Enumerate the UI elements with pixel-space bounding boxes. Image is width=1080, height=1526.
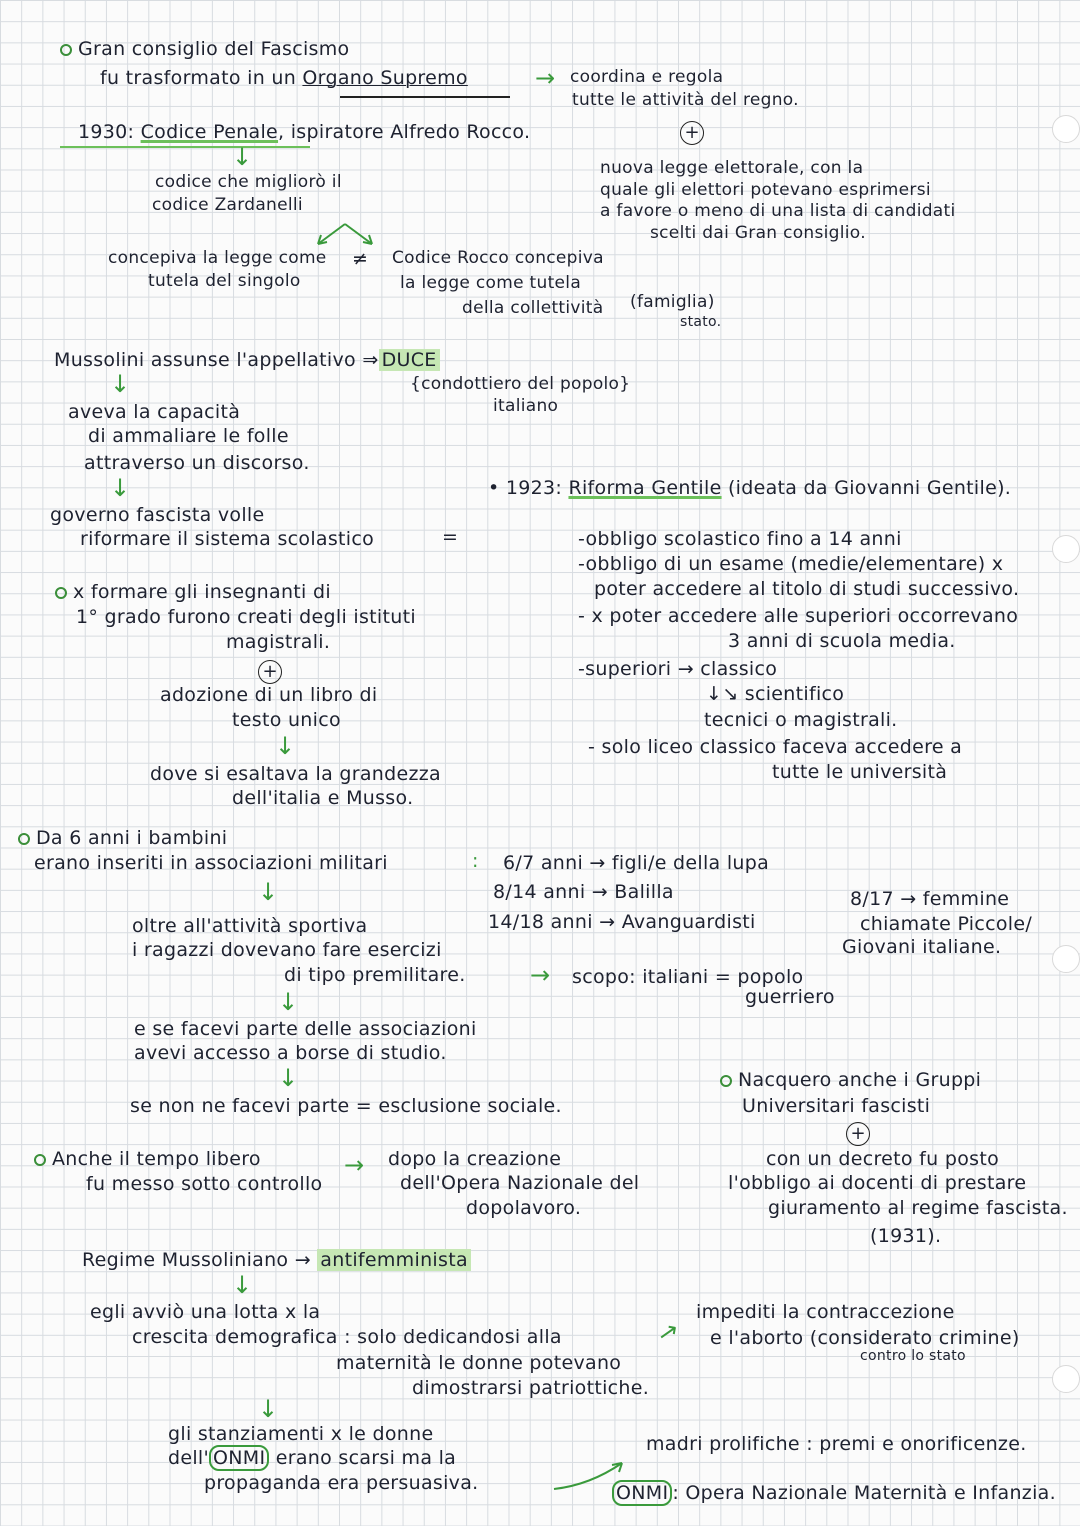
stanziamenti-3: propaganda era persuasiva. (204, 1472, 479, 1494)
esclusione: se non ne facevi parte = esclusione sociale. (130, 1095, 562, 1117)
insegnanti-2: 1° grado furono creati degli istituti (76, 606, 416, 628)
governo-2: riformare il sistema scolastico (80, 528, 375, 550)
attivita-text: tutte le attività del regno. (572, 90, 799, 110)
riforma-point-2a: -obbligo di un esame (medie/elementare) x (578, 553, 1004, 575)
underline-divider (340, 96, 510, 98)
punch-hole (1052, 535, 1080, 563)
age-group-1: 6/7 anni → figli/e della lupa (503, 852, 770, 874)
rocco-2: la legge come tutela (400, 273, 582, 293)
femmine-3: Giovani italiane. (842, 936, 1002, 958)
crescita-1: egli avviò una lotta x la (90, 1301, 321, 1323)
famiglia-text: (famiglia) (630, 292, 715, 312)
organo-supremo: Organo Supremo (302, 67, 468, 89)
riforma-point-1: -obbligo scolastico fino a 14 anni (578, 528, 902, 550)
decreto-1: con un decreto fu posto (766, 1148, 999, 1170)
arrow-right-icon: → (530, 961, 551, 989)
age-group-3: 14/18 anni → Avanguardisti (488, 911, 756, 933)
equals-sign: = (442, 526, 459, 548)
bullet-circle-icon (60, 44, 72, 56)
arrow-down-icon: ↓ (258, 878, 279, 906)
borse-2: avevi accesso a borse di studio. (134, 1042, 447, 1064)
riforma-point-3a: - x poter accedere alle superiori occorrevano (578, 605, 1019, 627)
legge-elettorale-3: a favore o meno di una lista di candidati (600, 201, 956, 221)
arrow-down-icon: ↓ (110, 474, 131, 502)
plus-icon: + (258, 660, 282, 684)
punch-hole (1052, 115, 1080, 143)
codice-penale-line: 1930: Codice Penale, ispiratore Alfredo Rocco. (78, 121, 531, 143)
codice-migliore-1: codice che migliorò il (155, 172, 342, 192)
bambini-2: erano inseriti in associazioni militari (34, 852, 388, 874)
bambini-1: Da 6 anni i bambini (18, 826, 227, 850)
insegnanti-3: magistrali. (226, 631, 331, 653)
arrow-right-icon: → (344, 1151, 365, 1179)
gruppi-univ-1: Nacquero anche i Gruppi (720, 1068, 981, 1092)
libro-1: adozione di un libro di (160, 684, 378, 706)
decreto-year: (1931). (870, 1225, 942, 1247)
riforma-point-5b: tutte le università (772, 761, 948, 783)
femmine-1: 8/17 → femmine (850, 888, 1010, 910)
branch-arrows-icon (310, 220, 380, 250)
not-equal-icon: ≠ (352, 248, 369, 270)
decreto-3: giuramento al regime fascista. (768, 1197, 1068, 1219)
arrow-down-icon: ↓ (275, 732, 296, 760)
borse-1: e se facevi parte delle associazioni (134, 1018, 477, 1040)
impediti-4: contro lo stato (860, 1348, 966, 1364)
plus-icon: + (846, 1122, 870, 1146)
concepiva-1: concepiva la legge come (108, 248, 327, 268)
tempo-libero-2: fu messo sotto controllo (86, 1173, 323, 1195)
punch-hole (1052, 945, 1080, 973)
esalta-2: dell'italia e Musso. (232, 787, 414, 809)
scopo-2: guerriero (745, 986, 835, 1008)
punch-hole (1052, 1365, 1080, 1393)
dopolavoro-1: dopo la creazione (388, 1148, 562, 1170)
sport-1: oltre all'attività sportiva (132, 915, 368, 937)
crescita-2: crescita demografica : solo dedicandosi alla (132, 1326, 562, 1348)
crescita-3: maternità le donne potevano (336, 1352, 622, 1374)
governo-1: governo fascista volle (50, 504, 265, 526)
riforma-point-3b: 3 anni di scuola media. (728, 630, 956, 652)
arrow-down-icon: ↓ (258, 1395, 279, 1423)
bullet-circle-icon (720, 1075, 732, 1087)
arrow-down-icon: ↓ (232, 1271, 253, 1299)
coordina-text: coordina e regola (570, 67, 724, 87)
capacita-1: aveva la capacità (68, 401, 241, 423)
rocco-1: Codice Rocco concepiva (392, 248, 604, 268)
arrow-up-right-icon: → (651, 1314, 685, 1350)
capacita-3: attraverso un discorso. (84, 452, 310, 474)
concepiva-2: tutela del singolo (148, 271, 301, 291)
plus-icon: + (680, 121, 704, 145)
madri-prolifiche: madri prolifiche : premi e onorificenze. (646, 1433, 1027, 1455)
crescita-4: dimostrarsi patriottiche. (412, 1377, 650, 1399)
riforma-point-4b: ↓↘ scientifico (706, 683, 845, 705)
impediti-2: e l'aborto (considerato crimine) (710, 1327, 1020, 1349)
dopolavoro-3: dopolavoro. (466, 1197, 582, 1219)
capacita-2: di ammaliare le folle (88, 425, 289, 447)
green-underline (60, 146, 310, 148)
stato-text: stato. (680, 314, 722, 330)
riforma-gentile-heading: • 1923: Riforma Gentile (ideata da Giovanni Gentile). (488, 477, 1012, 499)
riforma-point-4c: tecnici o magistrali. (704, 709, 898, 731)
age-group-2: 8/14 anni → Balilla (493, 881, 674, 903)
arrow-down-icon: ↓ (278, 1064, 299, 1092)
mussolini-line: Mussolini assunse l'appellativo ⇒ DUCE (54, 348, 440, 372)
impediti-1: impediti la contraccezione (696, 1301, 955, 1323)
femmine-2: chiamate Piccole/ (860, 913, 1033, 935)
libro-2: testo unico (232, 709, 341, 731)
insegnanti-1: x formare gli insegnanti di (55, 580, 331, 604)
sport-2: i ragazzi dovevano fare esercizi (132, 939, 442, 961)
bullet-circle-icon (34, 1154, 46, 1166)
gran-consiglio-subline: fu trasformato in un Organo Supremo (100, 67, 468, 89)
gruppi-univ-2: Universitari fascisti (742, 1095, 931, 1117)
legge-elettorale-4: scelti dai Gran consiglio. (650, 223, 866, 243)
arrow-down-icon: ↓ (278, 988, 299, 1016)
tempo-libero-1: Anche il tempo libero (34, 1147, 261, 1171)
riforma-point-2b: poter accedere al titolo di studi successivo. (594, 578, 1020, 600)
bullet-circle-icon (18, 833, 30, 845)
scopo-1: scopo: italiani = popolo (572, 966, 804, 988)
bullet-circle-icon (55, 587, 67, 599)
legge-elettorale-2: quale gli elettori potevano esprimersi (600, 180, 931, 200)
esalta-1: dove si esaltava la grandezza (150, 763, 441, 785)
condottiero-2: italiano (493, 396, 559, 416)
riforma-point-5a: - solo liceo classico faceva accedere a (588, 736, 963, 758)
arrow-down-icon: ↓ (110, 370, 131, 398)
condottiero-1: {condottiero del popolo} (410, 374, 631, 394)
arrow-right-icon: → (535, 64, 556, 92)
regime-line: Regime Mussoliniano → antifemminista (82, 1248, 471, 1272)
colon-mark: : (472, 850, 479, 872)
dopolavoro-2: dell'Opera Nazionale del (400, 1172, 640, 1194)
riforma-point-4: -superiori → classico (578, 658, 778, 680)
codice-migliore-2: codice Zardanelli (152, 195, 303, 215)
stanziamenti-1: gli stanziamenti x le donne (168, 1423, 434, 1445)
rocco-3: della collettività (462, 298, 604, 318)
sport-3: di tipo premilitare. (284, 964, 466, 986)
stanziamenti-2: dell' ONMI erano scarsi ma la (168, 1447, 457, 1469)
arrow-down-icon: ↓ (232, 143, 253, 171)
legge-elettorale-1: nuova legge elettorale, con la (600, 158, 864, 178)
onmi-definition: ONMI : Opera Nazionale Maternità e Infanzia. (612, 1481, 1056, 1505)
gran-consiglio-heading: Gran consiglio del Fascismo (60, 37, 349, 61)
decreto-2: l'obbligo ai docenti di prestare (728, 1172, 1027, 1194)
